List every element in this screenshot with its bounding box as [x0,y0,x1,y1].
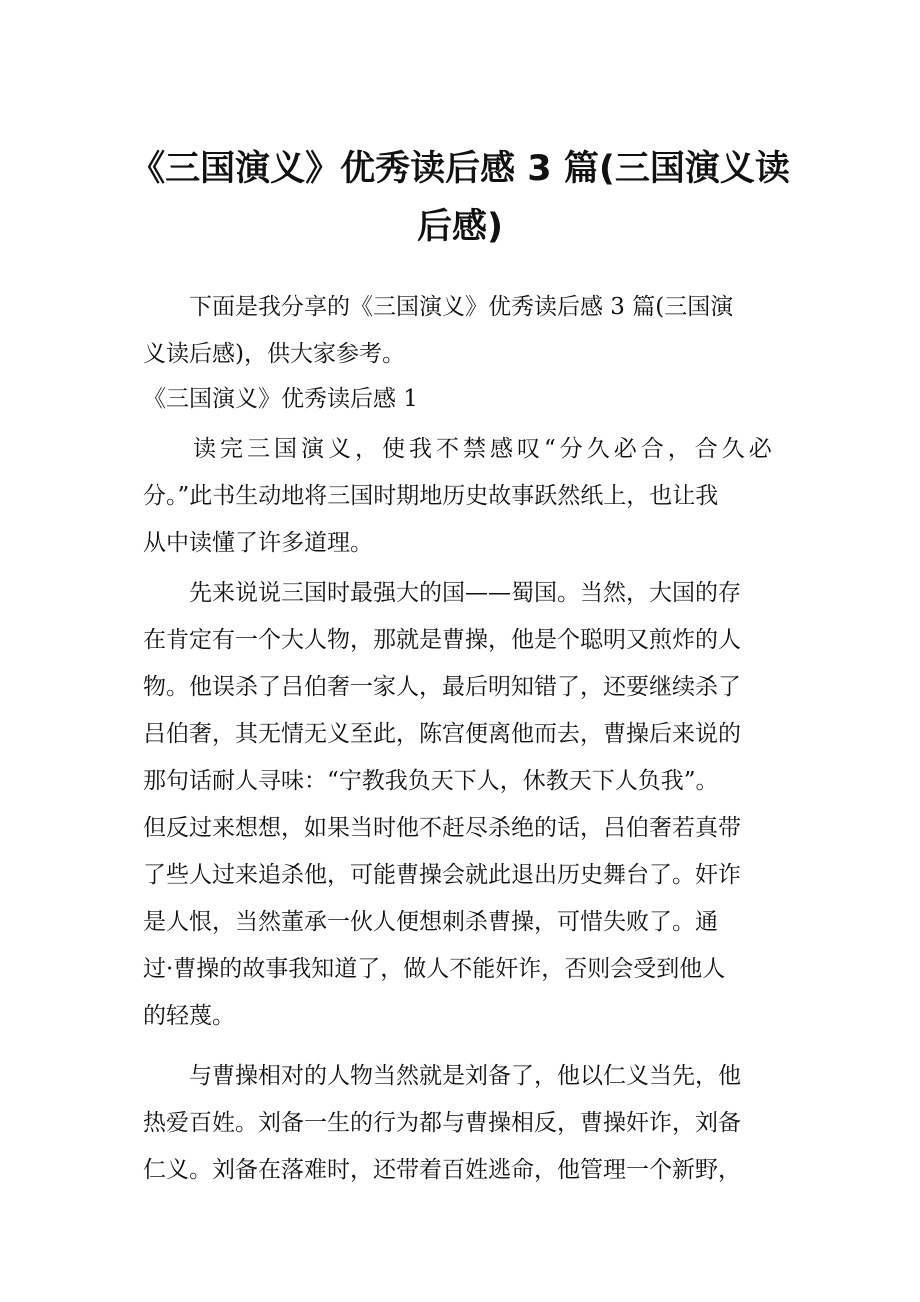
text-line: 仁义。刘备在落难时，还带着百姓逃命，他管理一个新野， [143,1157,741,1183]
title-line: 后感) [417,207,503,247]
section-heading-text: 《三国演义》优秀读后感 1 [143,386,418,412]
text-line: 义读后感)，供大家参考。 [143,341,405,367]
document-title [100,140,820,256]
text-line: 吕伯奢，其无情无义至此，陈宫便离他而去，曹操后来说的 [143,721,741,747]
paragraph-3 [143,1053,783,1194]
text-line: 物。他误杀了吕伯奢一家人，最后明知错了，还要继续杀了 [143,674,741,700]
text-line: 的轻蔑。 [143,1003,235,1029]
paragraph-1 [143,426,783,567]
text-line: 读完三国演义，使我不禁感叹“分久必合，合久必 [193,436,776,462]
text-line: 了些人过来追杀他，可能曹操会就此退出历史舞台了。奸诈 [143,862,741,888]
text-line: 是人恨，当然董承一伙人便想刺杀曹操，可惜失败了。通 [143,909,718,935]
paragraph-2 [143,570,783,1040]
section-heading [143,376,783,423]
text-line: 但反过来想想，如果当时他不赶尽杀绝的话，吕伯奢若真带 [143,815,741,841]
text-line: 过·曹操的故事我知道了，做人不能奸诈，否则会受到他人 [143,956,726,982]
text-line: 那句话耐人寻味：“宁教我负天下人，休教天下人负我”。 [143,768,719,794]
text-line: 在肯定有一个大人物，那就是曹操，他是个聪明又煎炸的人 [143,627,741,653]
text-line: 从中读懂了许多道理。 [143,530,373,556]
text-line: 热爱百姓。刘备一生的行为都与曹操相反，曹操奸诈，刘备 [143,1110,741,1136]
text-line: 与曹操相对的人物当然就是刘备了，他以仁义当先，他 [189,1063,741,1089]
text-line: 下面是我分享的《三国演义》优秀读后感 3 篇(三国演 [189,294,734,320]
title-line: 《三国演义》优秀读后感 3 篇(三国演义读 [130,149,790,189]
text-line: 先来说说三国时最强大的国——蜀国。当然，大国的存 [189,580,741,606]
text-line: 分。”此书生动地将三国时期地历史故事跃然纸上，也让我 [143,483,719,509]
intro-paragraph [143,284,783,378]
